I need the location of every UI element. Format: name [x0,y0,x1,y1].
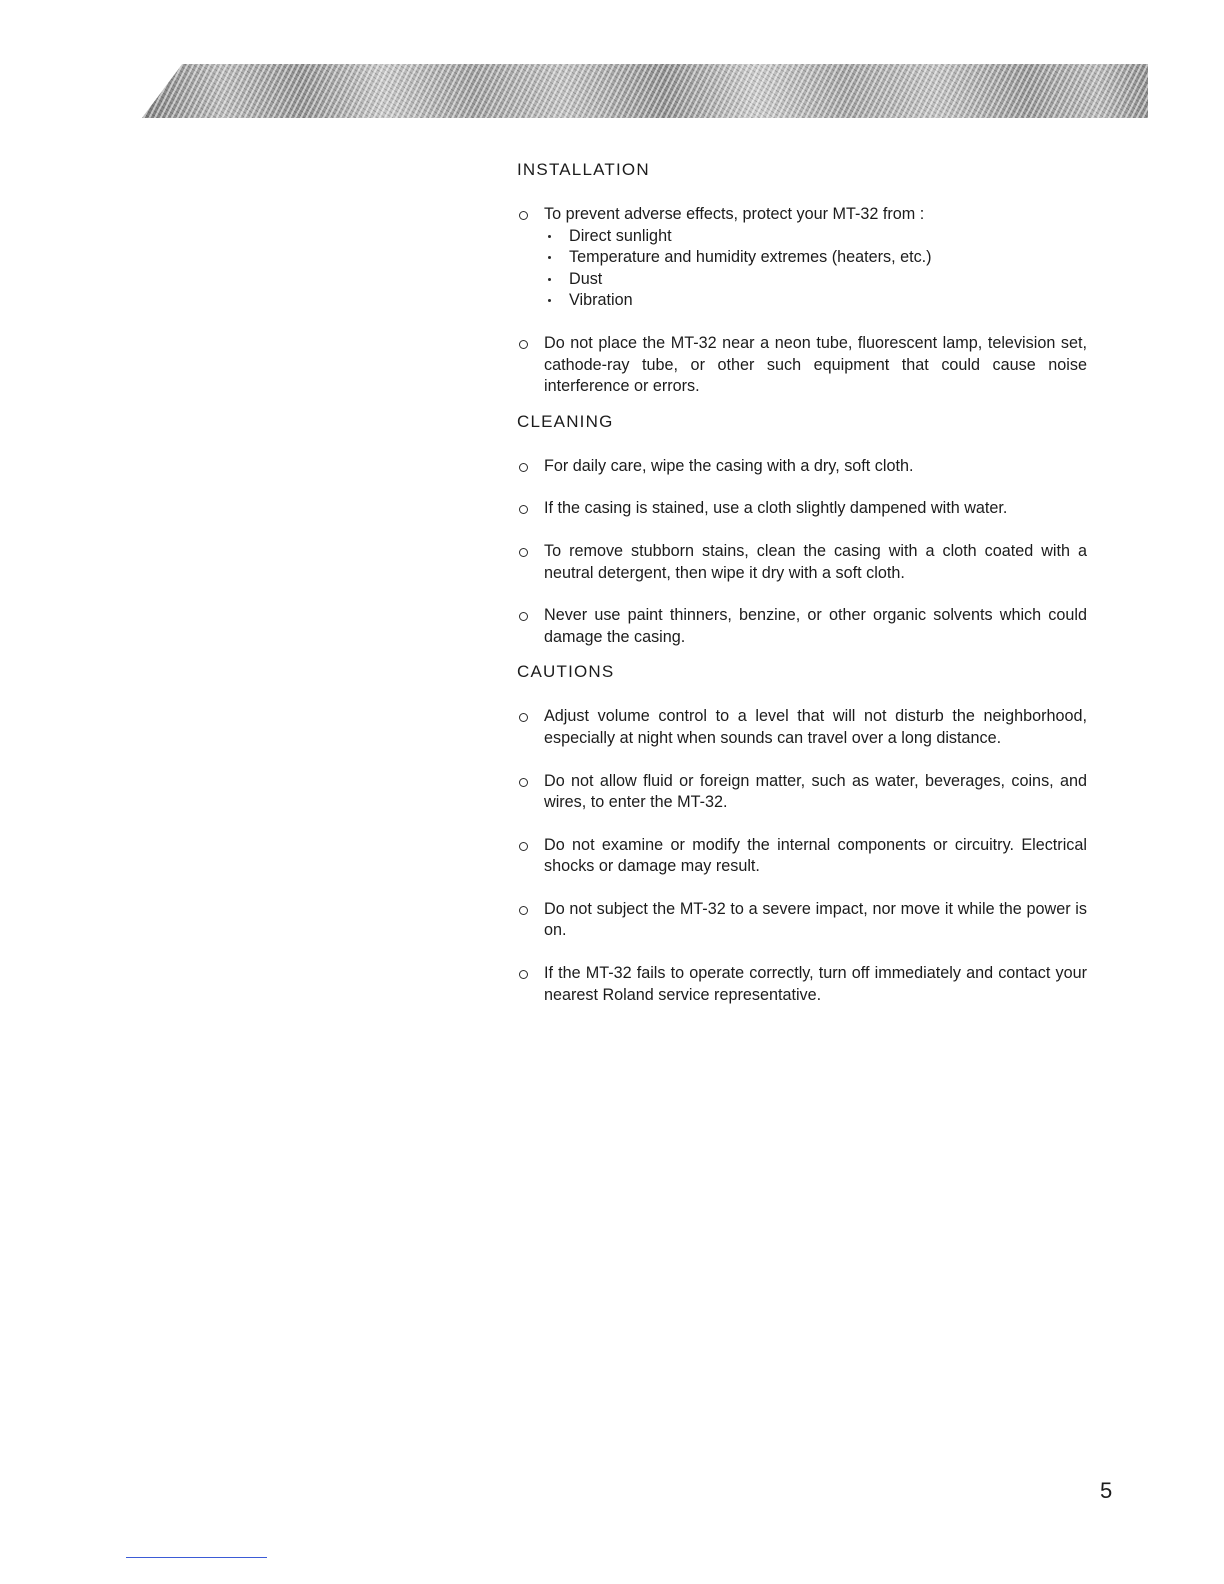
item-text: If the casing is stained, use a cloth slightly dampened with water. [544,499,1008,518]
sub-item-text: Temperature and humidity extremes (heaters, etc.) [569,248,932,267]
list-item [517,333,1087,398]
sub-list-item [544,226,1087,248]
manual-content [517,160,1087,1020]
list-item [517,963,1087,1006]
sub-item-text: Direct sunlight [569,226,672,245]
circle-bullet-icon [519,778,528,787]
sub-list-item [544,290,1087,312]
list-item [517,456,1087,478]
item-text: If the MT-32 fails to operate correctly, turn off immediately and contact your nearest Roland service representative. [544,964,1087,1004]
section-cleaning [517,412,1087,649]
list-item [517,899,1087,942]
page-number: 5 [1100,1478,1113,1503]
dot-bullet-icon [548,299,551,302]
item-text: Do not subject the MT-32 to a severe impact, nor move it while the power is on. [544,899,1087,940]
item-text: Do not examine or modify the internal components or circuitry. Electrical shocks or damage may result. [544,835,1087,876]
item-text: To remove stubborn stains, clean the casing with a cloth coated with a neutral detergent, then wipe it dry with a soft cloth. [544,541,1087,582]
item-text: Do not place the MT-32 near a neon tube, fluorescent lamp, television set, cathode-ray tube, or other such equipment that could cause noise interference or errors. [544,333,1087,396]
section-heading: CLEANING [517,411,614,431]
circle-bullet-icon [519,211,528,220]
item-text: For daily care, wipe the casing with a dry, soft cloth. [544,456,914,475]
sub-list-item [544,269,1087,291]
sub-item-text: Vibration [569,291,633,310]
circle-bullet-icon [519,713,528,722]
dot-bullet-icon [548,256,551,259]
circle-bullet-icon [519,906,528,915]
circle-bullet-icon [519,340,528,349]
section-heading: INSTALLATION [517,160,650,179]
circle-bullet-icon [519,548,528,557]
sub-list [544,226,1087,312]
list-item [517,835,1087,878]
list-item [517,605,1087,648]
footer-rule [126,1557,267,1558]
list-item [517,771,1087,814]
sub-item-text: Dust [569,269,603,288]
list-item [517,204,1087,312]
sub-list-item [544,247,1087,269]
circle-bullet-icon [519,463,528,472]
section-cautions [517,662,1087,1006]
item-text: Adjust volume control to a level that will not disturb the neighborhood, especially at night when sounds can travel over a long distance. [544,707,1087,747]
section-installation [517,160,1087,398]
item-text: To prevent adverse effects, protect your MT-32 from : [544,205,925,223]
circle-bullet-icon [519,505,528,514]
dot-bullet-icon [548,278,551,281]
circle-bullet-icon [519,842,528,851]
item-text: Do not allow fluid or foreign matter, such as water, beverages, coins, and wires, to enter the MT-32. [544,771,1087,812]
header-banner [142,64,1148,118]
item-text: Never use paint thinners, benzine, or other organic solvents which could damage the casing. [544,606,1087,646]
circle-bullet-icon [519,970,528,979]
list-item [517,541,1087,584]
list-item [517,498,1087,520]
list-item [517,706,1087,749]
dot-bullet-icon [548,235,551,238]
section-heading: CAUTIONS [517,662,615,682]
circle-bullet-icon [519,612,528,621]
